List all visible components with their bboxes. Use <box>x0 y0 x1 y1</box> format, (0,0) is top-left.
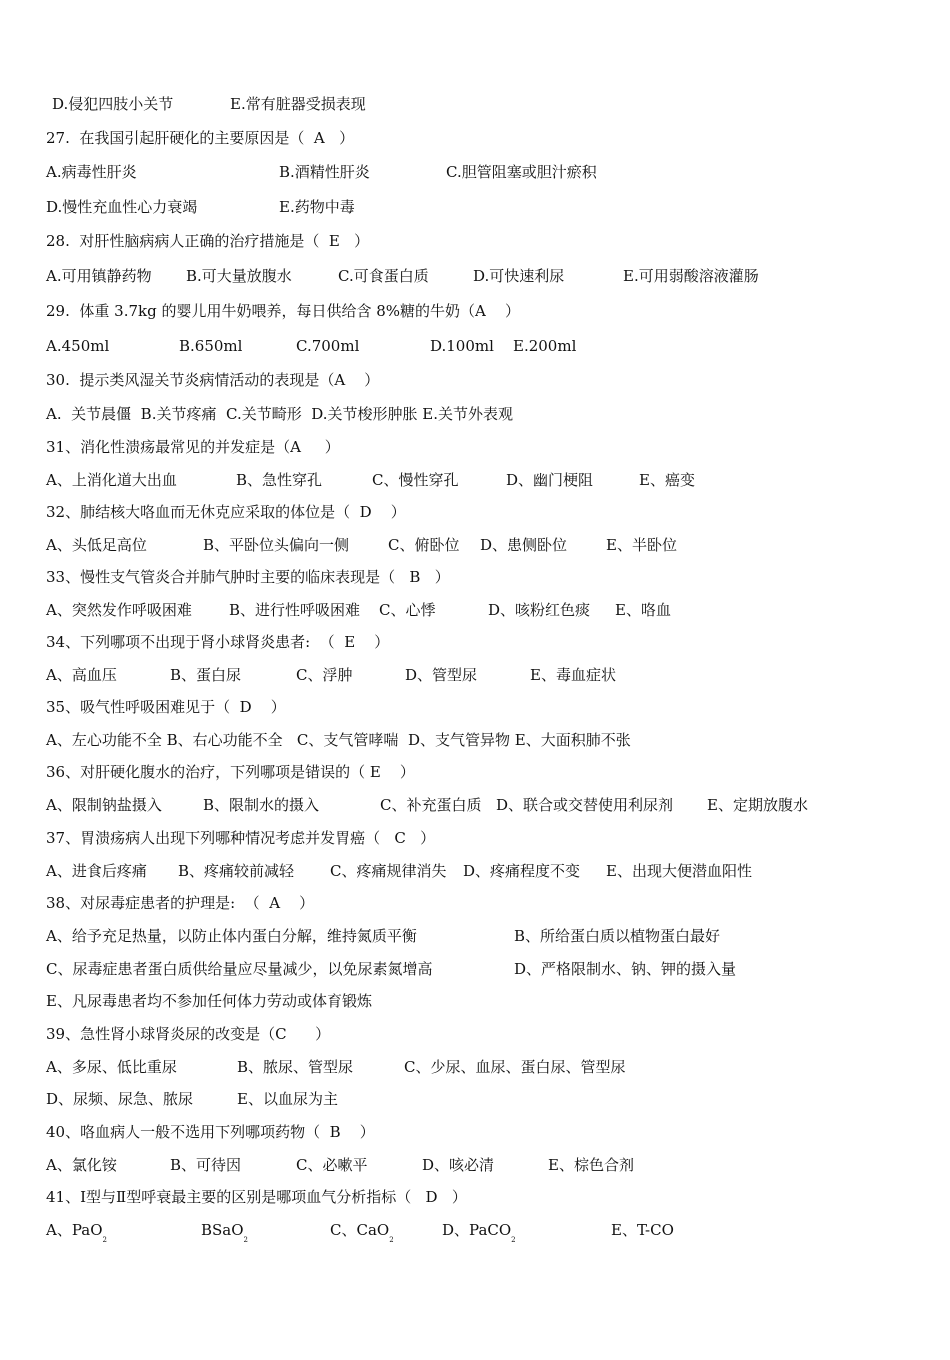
q31-question: 31、消化性溃疡最常见的并发症是（A ） <box>46 438 340 456</box>
q30-question: 30. 提示类风湿关节炎病情活动的表现是（A ） <box>46 371 380 389</box>
q35-question: 35、吸气性呼吸困难见于（ D ） <box>46 698 286 716</box>
q34-option-e: E、毒血症状 <box>530 666 616 684</box>
q32-option-e: E、半卧位 <box>606 536 677 554</box>
q37-option-a: A、进食后疼痛 <box>46 862 147 880</box>
q33-option-a: A、突然发作呼吸困难 <box>46 601 192 619</box>
q38-option-b: B、所给蛋白质以植物蛋白最好 <box>514 927 721 945</box>
q38-question: 38、对尿毒症患者的护理是: （ A ） <box>46 894 315 912</box>
q41-option-b: BSaO$_2$ <box>201 1221 249 1244</box>
q27-option-d: D.慢性充血性心力衰竭 <box>46 198 198 216</box>
q30-options: A. 关节晨僵 B.关节疼痛 C.关节畸形 D.关节梭形肿胀 E.关节外表观 <box>46 405 513 423</box>
q28-option-e: E.可用弱酸溶液灌肠 <box>623 267 759 285</box>
q41-option-e: E、T-CO <box>611 1221 674 1239</box>
q29-option-d: D.100ml <box>430 337 494 355</box>
q37-question: 37、胃溃疡病人出现下列哪种情况考虑并发胃癌（ C ） <box>46 829 436 847</box>
q36-option-d: D、联合或交替使用利尿剂 <box>496 796 674 814</box>
q31-option-b: B、急性穿孔 <box>236 471 323 489</box>
q36-option-b: B、限制水的摄入 <box>203 796 320 814</box>
q34-option-a: A、高血压 <box>46 666 117 684</box>
q28-option-c: C.可食蛋白质 <box>338 267 429 285</box>
q29-question: 29. 体重 3.7kg 的婴儿用牛奶喂养，每日供给含 8%糖的牛奶（A ） <box>46 302 520 320</box>
q41-question: 41、Ⅰ型与Ⅱ型呼衰最主要的区别是哪项血气分析指标（ D ） <box>46 1188 467 1206</box>
q29-option-a: A.450ml <box>46 337 110 355</box>
q36-option-a: A、限制钠盐摄入 <box>46 796 162 814</box>
q39-option-d: D、尿频、尿急、脓尿 <box>46 1090 194 1108</box>
q31-option-c: C、慢性穿孔 <box>372 471 459 489</box>
q39-question: 39、急性肾小球肾炎尿的改变是（C ） <box>46 1025 331 1043</box>
q38-option-d: D、严格限制水、钠、钾的摄入量 <box>514 960 737 978</box>
q26-option-e: E.常有脏器受损表现 <box>230 95 366 113</box>
q40-option-b: B、可待因 <box>170 1156 242 1174</box>
q37-option-d: D、疼痛程度不变 <box>463 862 581 880</box>
q36-question: 36、对肝硬化腹水的治疗，下列哪项是错误的（ E ） <box>46 763 415 781</box>
q34-option-d: D、管型尿 <box>405 666 478 684</box>
q34-question: 34、下列哪项不出现于肾小球肾炎患者: （ E ） <box>46 633 390 651</box>
q31-option-a: A、上消化道大出血 <box>46 471 177 489</box>
q38-option-e: E、凡尿毒患者均不参加任何体力劳动或体育锻炼 <box>46 992 372 1010</box>
subscript-2: 2 <box>511 1236 516 1244</box>
q41-options-row <box>46 1220 674 1360</box>
q26-option-d: D.侵犯四肢小关节 <box>52 95 174 113</box>
q28-option-b: B.可大量放腹水 <box>186 267 292 285</box>
q40-option-a: A、氯化铵 <box>46 1156 117 1174</box>
q28-option-a: A.可用镇静药物 <box>46 267 152 285</box>
q34-option-b: B、蛋白尿 <box>170 666 242 684</box>
q38-option-a: A、给予充足热量，以防止体内蛋白分解，维持氮质平衡 <box>46 927 417 945</box>
q41-option-a: A、PaO$_2$ <box>46 1221 107 1244</box>
q28-option-d: D.可快速利尿 <box>473 267 565 285</box>
q37-option-e: E、出现大便潜血阳性 <box>606 862 752 880</box>
q40-option-e: E、棕色合剂 <box>548 1156 634 1174</box>
q40-question: 40、咯血病人一般不选用下列哪项药物（ B ） <box>46 1123 375 1141</box>
q38-option-c: C、尿毒症患者蛋白质供给量应尽量减少，以免尿素氮增高 <box>46 960 433 978</box>
q29-option-b: B.650ml <box>179 337 243 355</box>
q33-option-d: D、咳粉红色痰 <box>488 601 591 619</box>
q33-option-b: B、进行性呼吸困难 <box>229 601 361 619</box>
q40-option-c: C、必嗽平 <box>296 1156 368 1174</box>
q33-option-e: E、咯血 <box>615 601 671 619</box>
q39-option-b: B、脓尿、管型尿 <box>237 1058 354 1076</box>
q35-options: A、左心功能不全 B、右心功能不全 C、支气管哮喘 D、支气管异物 E、大面积肺不张 <box>46 731 631 749</box>
q33-question: 33、慢性支气管炎合并肺气肿时主要的临床表现是（ B ） <box>46 568 450 586</box>
q33-option-c: C、心悸 <box>379 601 436 619</box>
q27-question: 27. 在我国引起肝硬化的主要原因是（ A ） <box>46 129 355 147</box>
q36-option-e: E、定期放腹水 <box>707 796 808 814</box>
q31-option-d: D、幽门梗阻 <box>506 471 594 489</box>
q39-option-c: C、少尿、血尿、蛋白尿、管型尿 <box>404 1058 626 1076</box>
q32-option-a: A、头低足高位 <box>46 536 147 554</box>
q27-option-a: A.病毒性肝炎 <box>46 163 137 181</box>
q27-option-c: C.胆管阻塞或胆汁瘀积 <box>446 163 597 181</box>
q37-option-c: C、疼痛规律消失 <box>330 862 447 880</box>
q28-question: 28. 对肝性脑病病人正确的治疗措施是（ E ） <box>46 232 370 250</box>
q37-option-b: B、疼痛较前减轻 <box>178 862 295 880</box>
q36-option-c: C、补充蛋白质 <box>380 796 482 814</box>
q41-option-c: C、CaO$_2$ <box>330 1221 394 1244</box>
q32-question: 32、肺结核大咯血而无休克应采取的体位是（ D ） <box>46 503 406 521</box>
q29-option-e: E.200ml <box>513 337 577 355</box>
subscript-2: 2 <box>389 1236 394 1244</box>
q40-option-d: D、咳必清 <box>422 1156 495 1174</box>
q27-option-b: B.酒精性肝炎 <box>279 163 370 181</box>
q34-option-c: C、浮肿 <box>296 666 353 684</box>
q39-option-e: E、以血尿为主 <box>237 1090 338 1108</box>
q41-option-d: D、PaCO$_2$ <box>442 1221 516 1244</box>
q39-option-a: A、多尿、低比重尿 <box>46 1058 177 1076</box>
q31-option-e: E、癌变 <box>639 471 695 489</box>
q32-option-d: D、患侧卧位 <box>480 536 568 554</box>
subscript-2: 2 <box>102 1236 107 1244</box>
q29-option-c: C.700ml <box>296 337 360 355</box>
q32-option-b: B、平卧位头偏向一侧 <box>203 536 350 554</box>
q32-option-c: C、俯卧位 <box>388 536 460 554</box>
q27-option-e: E.药物中毒 <box>279 198 355 216</box>
subscript-2: 2 <box>243 1236 249 1244</box>
